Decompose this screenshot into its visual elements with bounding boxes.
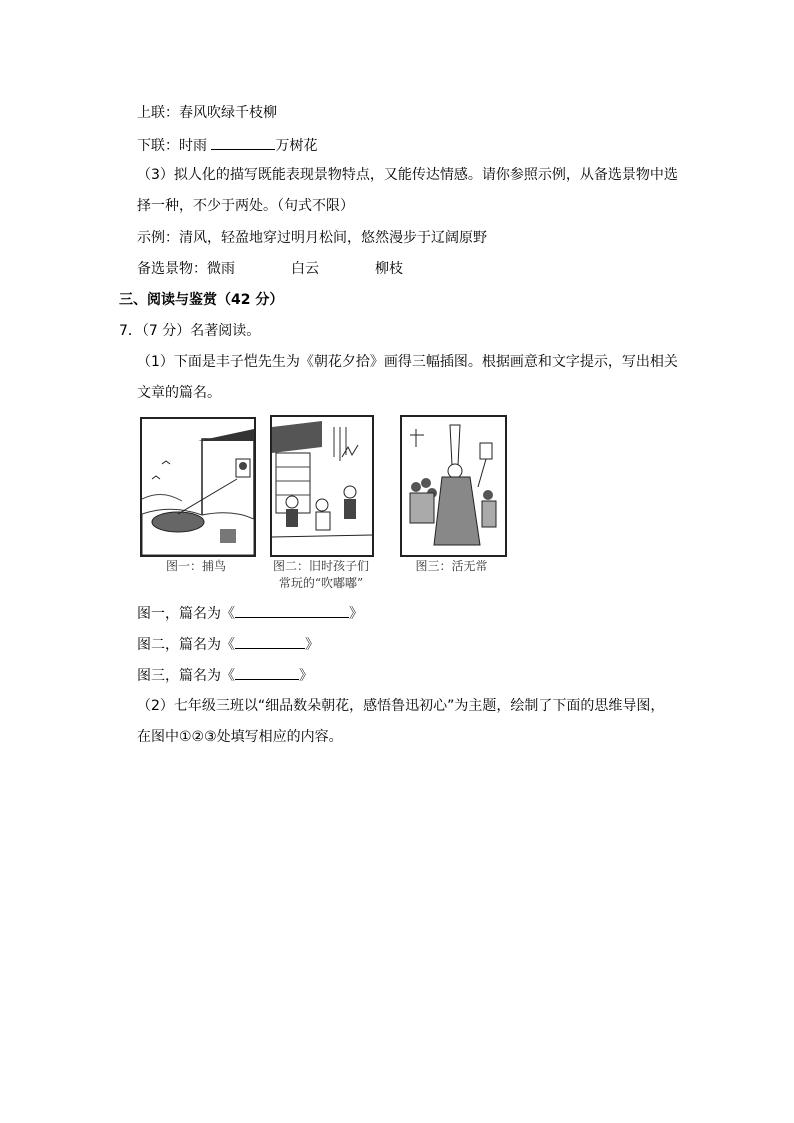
q7-sub2-line1: （2）七年级三班以“细品数朵朝花，感悟鲁迅初心”为主题，绘制了下面的思维导图， (137, 698, 665, 714)
answer-figure-2: 图二，篇名为《 》 (137, 634, 319, 654)
figure-1-illustration (140, 417, 256, 557)
q3-line2: 择一种，不少于两处。（句式不限） (137, 198, 354, 214)
figure-3-illustration (400, 415, 507, 557)
option-drizzle: 微雨 (207, 261, 235, 277)
q7-sub1-line1: （1）下面是丰子恺先生为《朝花夕拾》画得三幅插图。根据画意和文字提示，写出相关 (137, 354, 678, 370)
q3-options: 备选景物：微雨 白云 柳枝 (137, 261, 403, 277)
wuchang-drawing (402, 417, 505, 555)
couplet-lower: 下联：时雨 万树花 (137, 135, 317, 155)
figure-3-caption: 图三：活无常 (415, 559, 488, 573)
option-willow: 柳枝 (375, 261, 403, 277)
figure-2-illustration (270, 415, 374, 557)
bird-catching-drawing (142, 419, 254, 555)
couplet-answer-blank[interactable] (211, 135, 275, 150)
children-playing-drawing (272, 417, 372, 555)
answer-figure-1: 图一，篇名为《 》 (137, 603, 363, 623)
q7-title: 7．（7 分）名著阅读。 (119, 323, 261, 339)
answer-1-blank[interactable] (235, 603, 349, 618)
answer-3-blank[interactable] (235, 665, 299, 680)
q7-sub1-line2: 文章的篇名。 (137, 385, 221, 401)
section-heading: 三、阅读与鉴赏（42 分） (119, 292, 284, 308)
figure-2-caption: 图二：旧时孩子们 常玩的“吹嘟嘟” (272, 559, 369, 590)
answer-2-blank[interactable] (235, 634, 305, 649)
q3-line1: （3）拟人化的描写既能表现景物特点，又能传达情感。请你参照示例，从备选景物中选 (137, 167, 678, 183)
q7-sub2-line2: 在图中①②③处填写相应的内容。 (137, 729, 343, 745)
q3-example: 示例：清风，轻盈地穿过明月松间，悠然漫步于辽阔原野 (137, 230, 487, 246)
couplet-upper: 上联：春风吹绿千枝柳 (137, 105, 277, 121)
option-cloud: 白云 (291, 261, 319, 277)
answer-figure-3: 图三，篇名为《 》 (137, 665, 313, 685)
figure-1-caption: 图一：捕鸟 (165, 559, 226, 573)
